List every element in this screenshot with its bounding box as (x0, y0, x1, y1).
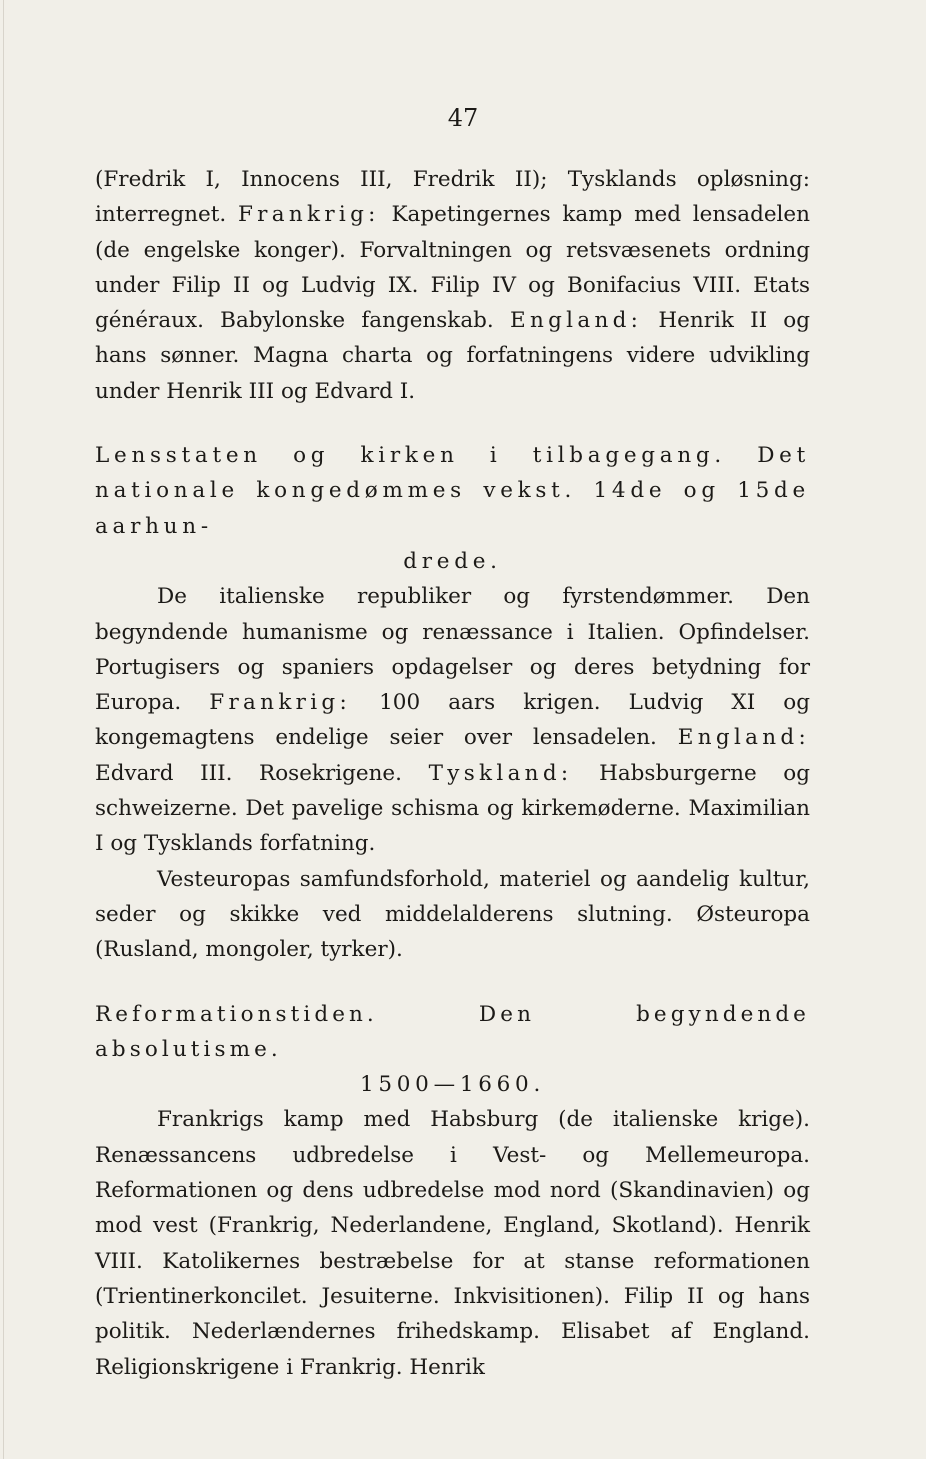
section-heading-line: Reformationstiden. Den begyndende absolutisme. (95, 1001, 810, 1062)
country-heading-frankrig: Frankrig: (237, 202, 380, 228)
country-heading-england: England: (509, 308, 643, 334)
paragraph-medieval-states (95, 162, 810, 409)
section-heading-line: 1500—1660. (359, 1072, 546, 1098)
paragraph-text: Edvard III. Rosekrigene. (95, 760, 402, 786)
page-edge-shadow (3, 0, 4, 1459)
paragraph-reformation (95, 1102, 810, 1384)
paragraph-text: Frankrigs kamp med Habsburg (de italienske krige). Renæssancens udbredelse i Vest- og Mellemeuropa. Reformationen og dens udbredelse mod nord (Skandinavien) og mod vest (Frankrig, Nederlandene, England, Skotland). Henrik VIII. Katolikernes bestræbelse for at stanse reformationen (Trientinerkoncilet. Jesuiterne. Inkvisitionen). Filip II og hans politik. Nederlændernes frihedskamp. Elisabet af England. Religionskrigene i Frankrig. Henrik (95, 1107, 810, 1380)
page-number: 47 (447, 104, 479, 132)
paragraph-text: Habsburgerne og schweizerne. Det pavelige schisma og kirkemøderne. Maximilian I og Tysklands forfatning. (95, 760, 810, 857)
text-column (95, 162, 810, 1385)
paragraph-text: 100 aars krigen. Ludvig XI og kongemagtens endelige seier over lensadelen. (95, 690, 810, 751)
section-heading-line: Lensstaten og kirken i tilbagegang. Det nationale kongedømmes vekst. 14de og 15de aarhun- (95, 443, 810, 539)
country-heading-england: England: (677, 725, 810, 751)
paragraph-text: Vesteuropas samfundsforhold, materiel og aandelig kultur, seder og skikke ved middelalderens slutning. Østeuropa (Rusland, mongoler, tyrker). (95, 866, 810, 963)
country-heading-frankrig: Frankrig: (209, 690, 352, 716)
paragraph-text: Henrik II og hans sønner. Magna charta og forfatningens videre udvikling under Henrik III og Edvard I. (95, 308, 810, 404)
paragraph-text: (Fredrik I, Innocens III, Fredrik II); Tysklands opløsning: interregnet. (95, 167, 810, 228)
section-heading-line: drede. (403, 548, 502, 574)
paragraph-text: De italienske republiker og fyrstendømmer. Den begyndende humanisme og renæssance i Italien. Opfindelser. Portugisers og spaniers opdagelser og deres betydning for Europa. (95, 584, 810, 716)
country-heading-tyskland: Tyskland: (428, 760, 573, 786)
paragraph-western-europe (95, 862, 810, 968)
paragraph-late-middle-ages (95, 579, 810, 861)
section-heading-reformationstiden (95, 997, 810, 1103)
paragraph-text: Kapetingernes kamp med lensadelen (de engelske konger). Forvaltningen og retsvæsenets ordning under Filip II og Ludvig IX. Filip IV og Bonifacius VIII. Etats généraux. Babylonske fangenskab. (95, 202, 811, 334)
section-heading-lensstaten (95, 438, 810, 579)
